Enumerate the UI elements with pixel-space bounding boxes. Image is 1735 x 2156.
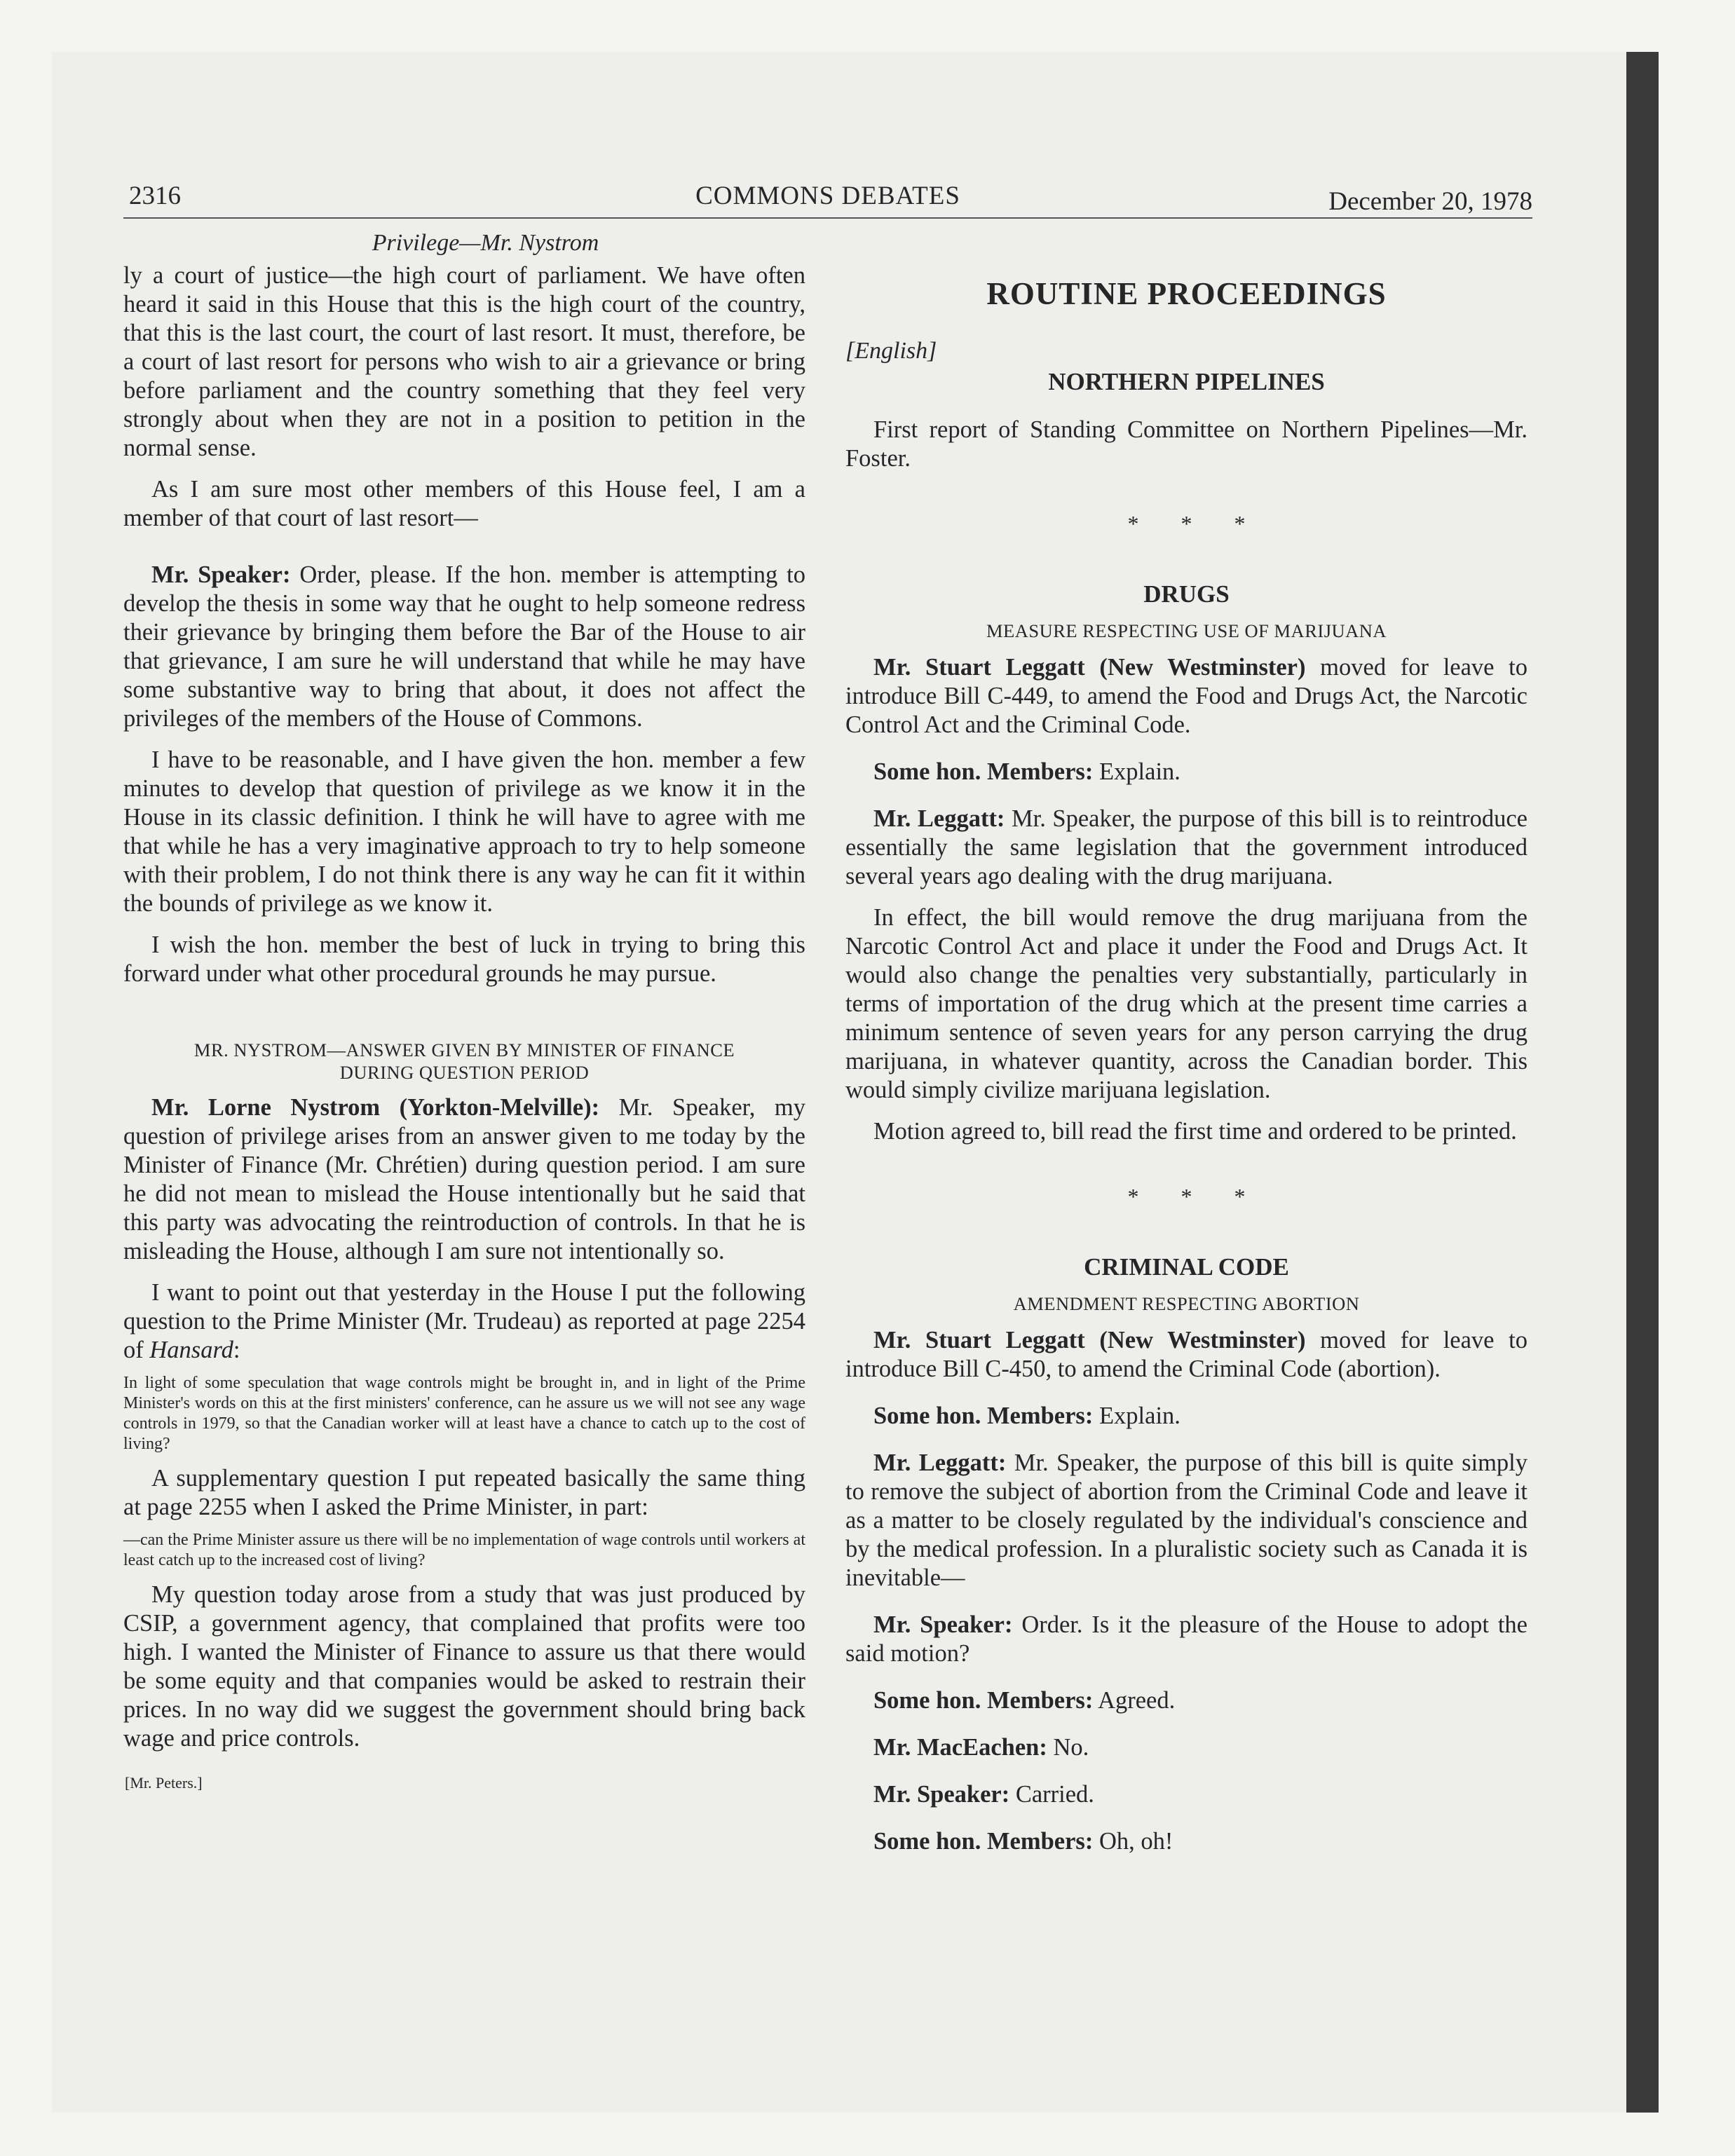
publication-title: COMMONS DEBATES [695, 182, 960, 210]
block-quote: —can the Prime Minister assure us there will be no implementation of wage controls until workers at least catch up to the increased cost of living? [123, 1531, 805, 1569]
document-page [123, 177, 1532, 1971]
speaker-name: Some hon. Members: [873, 1828, 1094, 1855]
page-number: 2316 [129, 182, 181, 210]
paragraph: My question today arose from a study that was just produced by CSIP, a government agency, that complained that profits were too high. I wanted the Minister of Finance to assure us that there would be some equity and that companies would be asked to restrain their prices. In no way did we suggest the government should bring back wage and price controls. [123, 1581, 805, 1752]
speech-paragraph [123, 1093, 805, 1266]
speech-paragraph [845, 758, 1528, 786]
paragraph: A supplementary question I put repeated basically the same thing at page 2255 when I asked the Prime Minister, in part: [123, 1465, 805, 1520]
running-head: Privilege—Mr. Nystrom [372, 230, 599, 256]
speaker-name: Some hon. Members: [873, 1403, 1094, 1429]
speaker-name: Mr. Stuart Leggatt (New Westminster) [873, 1327, 1306, 1353]
subsection-subtitle: AMENDMENT RESPECTING ABORTION [1013, 1293, 1360, 1314]
paragraph: ly a court of justice—the high court of parliament. We have often heard it said in this House that this is the high court of the country, that this is the last court, the court of last resort. It must, therefore, be a court of last resort for persons who wish to air a grievance or bring before parliament and the country something that they feel very strongly about when they are not in a position to petition in the normal sense. [123, 262, 805, 461]
speech-paragraph [845, 1780, 1528, 1809]
speech-paragraph [845, 653, 1528, 739]
section-heading [123, 1039, 805, 1084]
speech-text: Mr. Speaker, the purpose of this bill is quite simply to remove the subject of abortion from the Criminal Code and leave it as a matter to be closely regulated by the individual's conscience and by the medical profession. In a pluralistic society such as Canada it is inevitable— [845, 1449, 1528, 1591]
speaker-name: Mr. Stuart Leggatt (New Westminster) [873, 654, 1306, 681]
subsection-title: DRUGS [1143, 580, 1230, 608]
speaker-name: Mr. Speaker: [873, 1781, 1010, 1808]
section-separator: * * * [1127, 1184, 1264, 1209]
speaker-name: Mr. Leggatt: [873, 1449, 1007, 1476]
speech-paragraph [845, 1449, 1528, 1592]
page-header [123, 177, 1532, 219]
speech-text: moved for leave to introduce Bill C-450, to amend the Criminal Code (abortion). [845, 1327, 1528, 1382]
section-heading-line: MR. NYSTROM—ANSWER GIVEN BY MINISTER OF FINANCE [193, 1039, 735, 1060]
speech-paragraph [845, 1686, 1528, 1715]
speech-text: Carried. [1009, 1781, 1094, 1808]
section-separator: * * * [1127, 511, 1264, 536]
publication-date: December 20, 1978 [1328, 187, 1532, 216]
paragraph [123, 1278, 805, 1365]
speech-text: Oh, oh! [1093, 1828, 1173, 1855]
paragraph: I wish the hon. member the best of luck in trying to bring this forward under what other procedural grounds he may pursue. [123, 932, 805, 987]
speaker-name: Mr. MacEachen: [873, 1734, 1047, 1761]
speech-text: Order, please. If the hon. member is attempting to develop the thesis in some way that he ought to help someone redress their grievance by bringing them before the Bar of the House to air that grievance, I am sure he will understand that while he may have some substantive way to bring that about, it does not affect the privileges of the members of the House of Commons. [123, 561, 805, 732]
speaker-name: Mr. Lorne Nystrom (Yorkton-Melville): [151, 1094, 600, 1121]
scan-edge-strip [1626, 52, 1659, 2113]
paragraph: As I am sure most other members of this House feel, I am a member of that court of last resort— [123, 476, 805, 531]
paragraph: First report of Standing Committee on Northern Pipelines—Mr. Foster. [845, 416, 1528, 472]
paragraph: I have to be reasonable, and I have given the hon. member a few minutes to develop that question of privilege as we know it in the House in its classic definition. I think he will have to agree with me that while he has a very imaginative approach to try to help someone with their problem, I do not think there is any way he can fit it within the bounds of privilege as we know it. [123, 746, 805, 917]
main-section-title: ROUTINE PROCEEDINGS [986, 276, 1387, 311]
speech-paragraph [845, 805, 1528, 891]
speech-text: moved for leave to introduce Bill C-449, to amend the Food and Drugs Act, the Narcotic Control Act and the Criminal Code. [845, 654, 1528, 738]
subsection-subtitle: MEASURE RESPECTING USE OF MARIJUANA [986, 620, 1387, 641]
speaker-name: Mr. Speaker: [873, 1611, 1013, 1638]
paragraph-text: I want to point out that yesterday in the House I put the following question to the Prime Minister (Mr. Trudeau) as reported at page 2254 of [123, 1279, 805, 1363]
paragraph-text-end: : [233, 1337, 240, 1363]
language-marker: [English] [845, 338, 937, 364]
subsection-title: CRIMINAL CODE [1084, 1253, 1289, 1281]
speech-paragraph [845, 1827, 1528, 1856]
speech-text: Order. Is it the pleasure of the House to adopt the said motion? [845, 1611, 1528, 1667]
speech-paragraph [845, 1611, 1528, 1668]
speech-text: Agreed. [1093, 1687, 1176, 1714]
speaker-name: Some hon. Members: [873, 1687, 1094, 1714]
speech-paragraph [845, 1733, 1528, 1762]
speaker-name: Some hon. Members: [873, 758, 1094, 785]
left-column [123, 228, 805, 1797]
paragraph: In effect, the bill would remove the drug marijuana from the Narcotic Control Act and place it under the Food and Drugs Act. It would also change the penalties very substantially, particularly in terms of importation of the drug which at the present time carries a minimum sentence of seven years for any person carrying the drug marijuana, in whatever quantity, across the Canadian border. This would simply civilize marijuana legislation. [845, 904, 1528, 1103]
speaker-name: Mr. Speaker: [151, 561, 291, 588]
speech-text: Explain. [1093, 758, 1181, 785]
block-quote: In light of some speculation that wage controls might be brought in, and in light of the Prime Minister's words on this at the first ministers' conference, can he assure us we will not see any wage controls in 1979, so that the Canadian worker will at least have a chance to catch up to the cost of living? [123, 1374, 805, 1453]
paragraph: Motion agreed to, bill read the first time and ordered to be printed. [873, 1118, 1517, 1145]
subsection-title: NORTHERN PIPELINES [1048, 368, 1325, 395]
right-column [845, 276, 1528, 1856]
speech-text: Explain. [1093, 1403, 1181, 1429]
speaker-name: Mr. Leggatt: [873, 805, 1005, 832]
speech-paragraph [123, 561, 805, 733]
speaker-attribution: [Mr. Peters.] [125, 1774, 203, 1792]
hansard-title: Hansard [149, 1337, 233, 1363]
speech-paragraph [845, 1402, 1528, 1431]
speech-text: No. [1047, 1734, 1089, 1761]
speech-text: Mr. Speaker, my question of privilege arises from an answer given to me today by the Minister of Finance (Mr. Chrétien) during question period. I am sure he did not mean to mislead the House intentionally but he said that this party was advocating the reintroduction of controls. In that he is misleading the House, although I am sure not intentionally so. [123, 1094, 805, 1264]
speech-paragraph [845, 1326, 1528, 1384]
section-heading-line: DURING QUESTION PERIOD [339, 1062, 590, 1083]
speech-text: Mr. Speaker, the purpose of this bill is to reintroduce essentially the same legislation that the government introduced several years ago dealing with the drug marijuana. [845, 805, 1528, 889]
